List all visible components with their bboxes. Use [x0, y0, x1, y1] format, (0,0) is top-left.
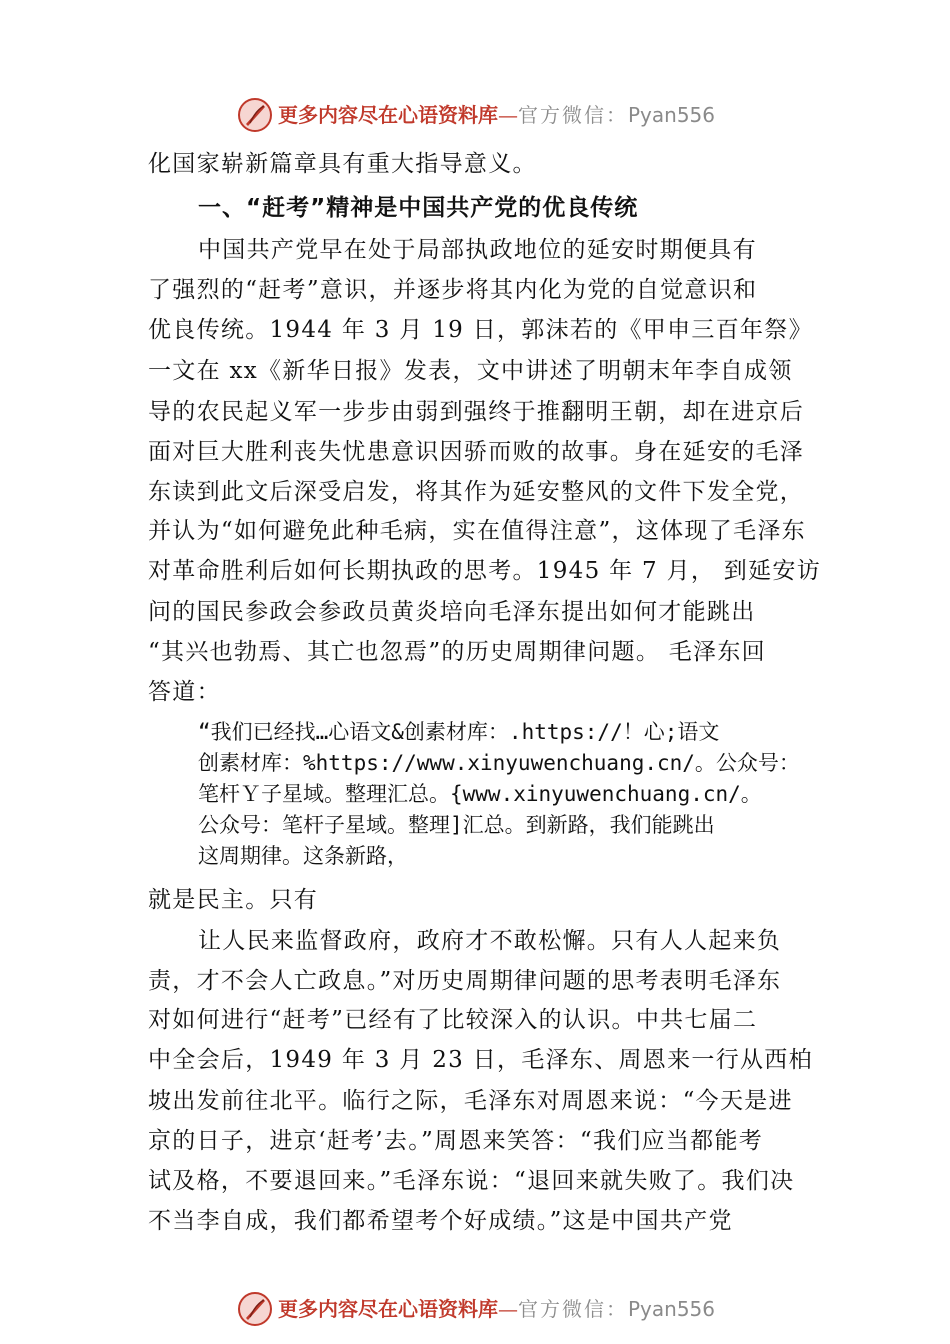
body-line: “其兴也勃焉、其亡也忽焉”的历史周期律问题。 毛泽东回 [148, 639, 766, 665]
banner-brand: 更多内容尽在心语资料库 [278, 1297, 498, 1321]
body-line: 优良传统。1944 年 3 月 19 日，郭沫若的《甲申三百年祭》 [148, 317, 813, 343]
quill-pen-icon [236, 96, 274, 134]
body-line: 并认为“如何避免此种毛病，实在值得注意”，这体现了毛泽东 [148, 518, 806, 544]
body-line: 不当李自成，我们都希望考个好成绩。”这是中国共产党 [148, 1208, 733, 1234]
banner-id: Pyan556 [628, 1297, 716, 1321]
body-line: 就是民主。只有 [148, 887, 319, 913]
banner-id: Pyan556 [628, 103, 716, 127]
body-line: 问的国民参政会参政员黄炎培向毛泽东提出如何才能跳出 [148, 599, 756, 625]
banner-label: 官方微信： [518, 1297, 628, 1321]
body-line: 面对巨大胜利丧失忧患意识因骄而败的故事。身在延安的毛泽 [148, 439, 805, 465]
body-line: 京的日子，进京‘赶考’去。”周恩来笑答：“我们应当都能考 [148, 1128, 764, 1154]
quote-line: 笔杆Ｙ子星域。整理汇总。{www.xinyuwenchuang.cn/。 [198, 782, 762, 806]
body-line: 了强烈的“赶考”意识，并逐步将其内化为党的自觉意识和 [148, 277, 758, 303]
body-line: 中全会后，1949 年 3 月 23 日，毛泽东、周恩来一行从西柏 [148, 1047, 813, 1073]
banner-brand: 更多内容尽在心语资料库 [278, 103, 498, 127]
banner-text [278, 102, 715, 128]
banner-dash: — [498, 103, 518, 127]
quote-line: “我们已经找…心语文&创素材库：.https://！心;语文 [198, 720, 720, 744]
body-line: 化国家崭新篇章具有重大指导意义。 [148, 151, 537, 177]
body-line: 答道： [148, 679, 221, 705]
banner-dash: — [498, 1297, 518, 1321]
quill-pen-icon [236, 1290, 274, 1328]
header-banner [0, 96, 950, 136]
body-line: 一文在 xx《新华日报》发表，文中讲述了明朝末年李自成领 [148, 358, 793, 384]
footer-banner [0, 1290, 950, 1330]
quote-line: 创素材库：%https://www.xinyuwenchuang.cn/。公众号： [198, 751, 800, 775]
body-line: 试及格，不要退回来。”毛泽东说：“退回来就失败了。我们决 [148, 1168, 795, 1194]
section-heading: 一、“赶考”精神是中国共产党的优良传统 [198, 195, 639, 221]
body-line: 对革命胜利后如何长期执政的思考。1945 年 7 月， 到延安访 [148, 558, 822, 584]
quote-line: 这周期律。这条新路， [198, 844, 408, 868]
quote-line: 公众号：笔杆子星域。整理]汇总。到新路，我们能跳出 [198, 813, 715, 837]
banner-text [278, 1296, 715, 1322]
body-line: 东读到此文后深受启发，将其作为延安整风的文件下发全党， [148, 479, 805, 505]
body-line: 中国共产党早在处于局部执政地位的延安时期便具有 [198, 237, 757, 263]
body-line: 导的农民起义军一步步由弱到强终于推翻明王朝，却在进京后 [148, 399, 805, 425]
body-line: 让人民来监督政府，政府才不敢松懈。只有人人起来负 [198, 928, 782, 954]
body-line: 坡出发前往北平。临行之际，毛泽东对周恩来说：“今天是进 [148, 1088, 793, 1114]
body-line: 对如何进行“赶考”已经有了比较深入的认识。中共七届二 [148, 1007, 758, 1033]
body-line: 责，才不会人亡政息。”对历史周期律问题的思考表明毛泽东 [148, 968, 782, 994]
banner-label: 官方微信： [518, 103, 628, 127]
